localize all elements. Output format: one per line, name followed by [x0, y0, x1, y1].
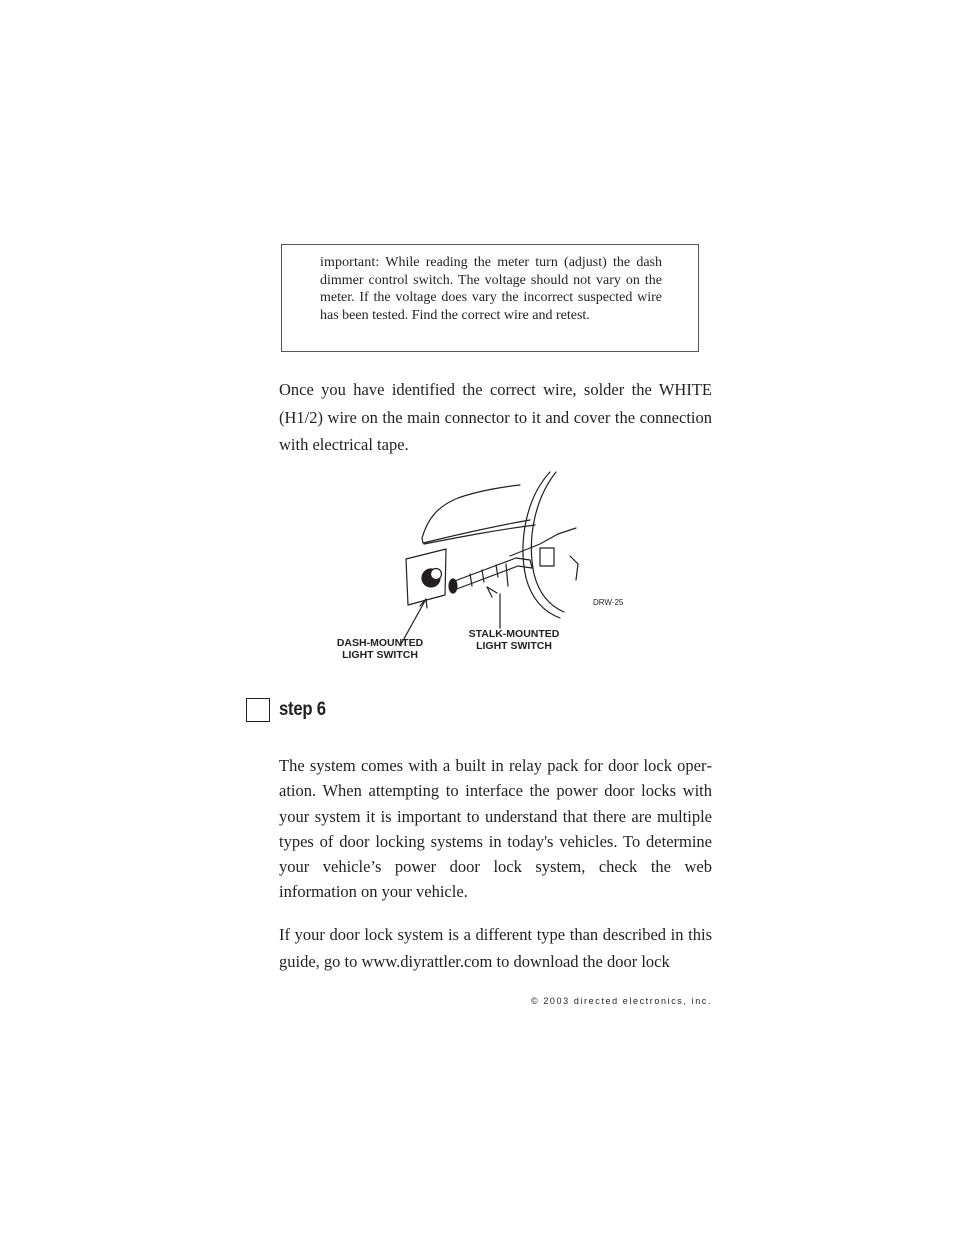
paragraph-solder-instructions: Once you have identified the correct wire, solder the WHITE (H1/2) wire on the main connector to it and cover the connection with electrical tape. [279, 380, 712, 454]
step-checkbox [246, 698, 270, 722]
step-heading: step 6 [279, 699, 326, 720]
dash-mounted-label [326, 638, 434, 661]
important-body: While reading the meter turn (adjust) the dash dimmer control switch. The voltage should not vary on the meter. If the voltage does vary the incorrect suspected wire has been tested. Find the correct wire and retest. [320, 255, 662, 323]
stalk-mounted-label-line1: STALK-MOUNTED [468, 628, 560, 640]
steering-wheel [523, 472, 560, 618]
paragraph-door-lock-intro: The system comes with a built in relay pack for door lock operation. When attempting to interface the power door locks with your system it is important to understand that there are multiple types of door locking systems in today's vehicles. To determine your vehicle’s power door lock system, check the web information on your vehicle. [279, 756, 712, 902]
dashboard-outline [422, 485, 520, 538]
important-label: important: [320, 255, 380, 270]
stalk-mounted-label-line2: LIGHT SWITCH [476, 639, 552, 652]
drawing-code: DRW-25 [593, 598, 624, 607]
paragraph-door-lock-download: If your door lock system is a different type than described in this guide, go to www.diyrattler.com to download the door lock [279, 925, 712, 971]
light-switch-figure [320, 468, 640, 673]
important-note-text [320, 254, 662, 324]
stalk-mounted-label [460, 629, 568, 652]
copyright-footer: © 2003 directed electronics, inc. [531, 996, 712, 1006]
dash-mounted-label-line1: DASH-MOUNTED [336, 637, 424, 649]
dash-mounted-label-line2: LIGHT SWITCH [342, 648, 418, 661]
important-note-box [281, 244, 699, 352]
